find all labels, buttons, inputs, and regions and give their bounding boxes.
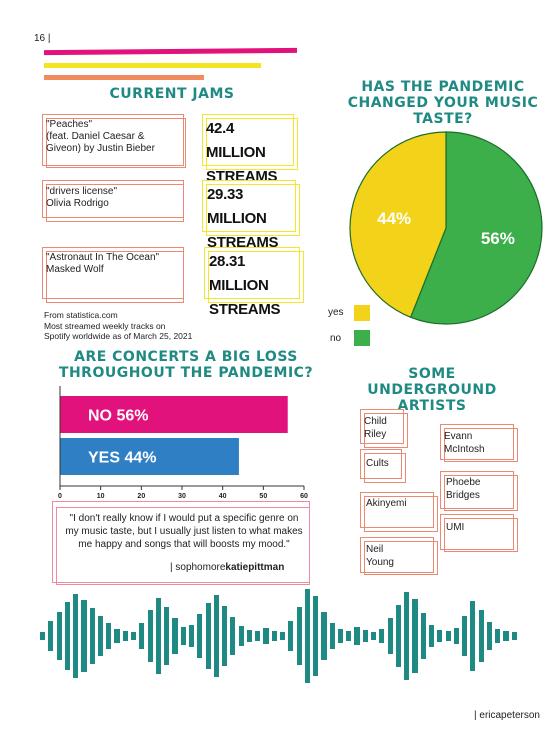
sound-wave-bar <box>437 630 442 642</box>
sound-wave-bar <box>247 630 252 642</box>
sound-wave-decoration <box>40 586 520 686</box>
sound-wave-bar <box>148 610 153 662</box>
sound-wave-bar <box>263 628 268 644</box>
sound-wave-bar <box>106 623 111 649</box>
bar-chart-title: ARE CONCERTS A BIG LOSS THROUGHOUT THE PANDEMIC? <box>58 349 314 381</box>
sound-wave-bar <box>495 629 500 643</box>
sound-wave-bar <box>206 603 211 669</box>
artist-phoebe-bridges: Phoebe Bridges <box>446 477 481 501</box>
legend-label-yes: yes <box>328 307 344 318</box>
sound-wave-bar <box>346 631 351 641</box>
sound-wave-bar <box>255 631 260 641</box>
sound-wave-bar <box>354 627 359 645</box>
song-name-2: "drivers license" Olivia Rodrigo <box>46 186 118 209</box>
sound-wave-bar <box>404 592 409 680</box>
quote-text: "I don't really know if I would put a specific genre on my music taste, but I usually just listen to what makes me happy and songs that will boosts my mood." <box>65 513 303 550</box>
song-name-1: "Peaches" (feat. Daniel Caesar & Giveon) by Justin Bieber <box>46 119 155 154</box>
bar-label-yes: YES 44% <box>88 449 157 467</box>
artist-umi: UMI <box>446 522 465 533</box>
legend-label-no: no <box>330 333 342 344</box>
sound-wave-bar <box>479 610 484 662</box>
decor-stripe-orange <box>44 75 204 80</box>
sound-wave-bar <box>371 632 376 640</box>
sound-wave-bar <box>512 632 517 640</box>
sound-wave-bar <box>90 608 95 664</box>
underground-artists-title: SOME UNDERGROUND ARTISTS <box>367 366 497 414</box>
source-note: From statistica.com Most streamed weekly tracks on Spotify worldwide as of March 25, 2021 <box>44 310 193 341</box>
sound-wave-bar <box>65 602 70 670</box>
pie-chart <box>346 128 546 328</box>
sound-wave-bar <box>305 589 310 683</box>
footer-credit: | ericapeterson <box>474 710 540 721</box>
song-name-3: "Astronaut In The Ocean" Masked Wolf <box>46 252 160 275</box>
sound-wave-bar <box>313 596 318 676</box>
legend-swatch-yes <box>354 305 370 321</box>
bar-tick-label: 30 <box>178 493 186 500</box>
bar-label-no: NO 56% <box>88 407 149 425</box>
sound-wave-bar <box>503 631 508 641</box>
sound-wave-bar <box>172 618 177 654</box>
current-jams-title: CURRENT JAMS <box>109 86 235 102</box>
sound-wave-bar <box>363 630 368 642</box>
sound-wave-bar <box>321 612 326 660</box>
artist-akinyemi: Akinyemi <box>366 498 407 509</box>
bar-tick-label: 40 <box>218 493 227 500</box>
sound-wave-bar <box>222 606 227 666</box>
streams-3: 28.31 MILLION STREAMS <box>209 253 281 318</box>
sound-wave-bar <box>123 631 128 641</box>
sound-wave-bar <box>396 605 401 667</box>
sound-wave-bar <box>81 600 86 672</box>
sound-wave-bar <box>57 612 62 660</box>
sound-wave-bar <box>297 607 302 665</box>
sound-wave-bar <box>272 631 277 641</box>
sound-wave-bar <box>214 595 219 677</box>
bar-tick-label: 60 <box>300 493 308 500</box>
streams-1: 42.4 MILLION STREAMS <box>206 120 278 185</box>
sound-wave-bar <box>156 598 161 674</box>
sound-wave-bar <box>412 599 417 673</box>
sound-wave-bar <box>189 625 194 647</box>
sound-wave-bar <box>164 607 169 665</box>
quote-attribution-name: katiepittman <box>225 562 285 573</box>
artist-neil-young: Neil Young <box>366 544 394 568</box>
sound-wave-bar <box>421 613 426 659</box>
legend-swatch-no <box>354 330 370 346</box>
quote-attribution-prefix: | sophomore <box>170 562 226 573</box>
pie-label-no: 56% <box>480 228 515 248</box>
sound-wave-bar <box>73 594 78 678</box>
sound-wave-bar <box>280 632 285 640</box>
sound-wave-bar <box>197 614 202 658</box>
sound-wave-bar <box>98 616 103 656</box>
sound-wave-bar <box>48 621 53 651</box>
sound-wave-bar <box>131 632 136 640</box>
bar-tick-label: 20 <box>137 493 146 500</box>
sound-wave-bar <box>139 623 144 649</box>
sound-wave-bar <box>429 625 434 647</box>
artist-evann-mcintosh: Evann McIntosh <box>444 431 485 455</box>
bar-tick-label: 10 <box>96 493 105 500</box>
sound-wave-bar <box>181 627 186 645</box>
pie-chart-title: HAS THE PANDEMIC CHANGED YOUR MUSIC TASTE? <box>347 79 539 127</box>
sound-wave-bar <box>388 618 393 654</box>
artist-child-riley: Child Riley <box>364 416 387 440</box>
sound-wave-bar <box>446 631 451 641</box>
decor-stripe-yellow <box>44 63 261 68</box>
pie-label-yes: 44% <box>377 209 412 229</box>
sound-wave-bar <box>40 632 45 640</box>
sound-wave-bar <box>239 626 244 646</box>
sound-wave-bar <box>338 629 343 643</box>
sound-wave-bar <box>379 629 384 643</box>
sound-wave-bar <box>462 616 467 656</box>
sound-wave-bar <box>470 601 475 671</box>
bar-tick-label: 0 <box>58 493 62 500</box>
sound-wave-bar <box>230 617 235 655</box>
sound-wave-bar <box>288 621 293 651</box>
artist-cults: Cults <box>366 458 389 469</box>
bar-tick-label: 50 <box>259 493 268 500</box>
bar-chart <box>50 386 320 502</box>
page-number: 16 | <box>34 33 51 44</box>
decor-stripe-pink <box>44 48 297 55</box>
sound-wave-bar <box>454 628 459 644</box>
streams-2: 29.33 MILLION STREAMS <box>207 186 279 251</box>
sound-wave-bar <box>330 623 335 649</box>
quote-attribution <box>170 562 284 573</box>
sound-wave-bar <box>114 629 119 643</box>
sound-wave-bar <box>487 622 492 650</box>
